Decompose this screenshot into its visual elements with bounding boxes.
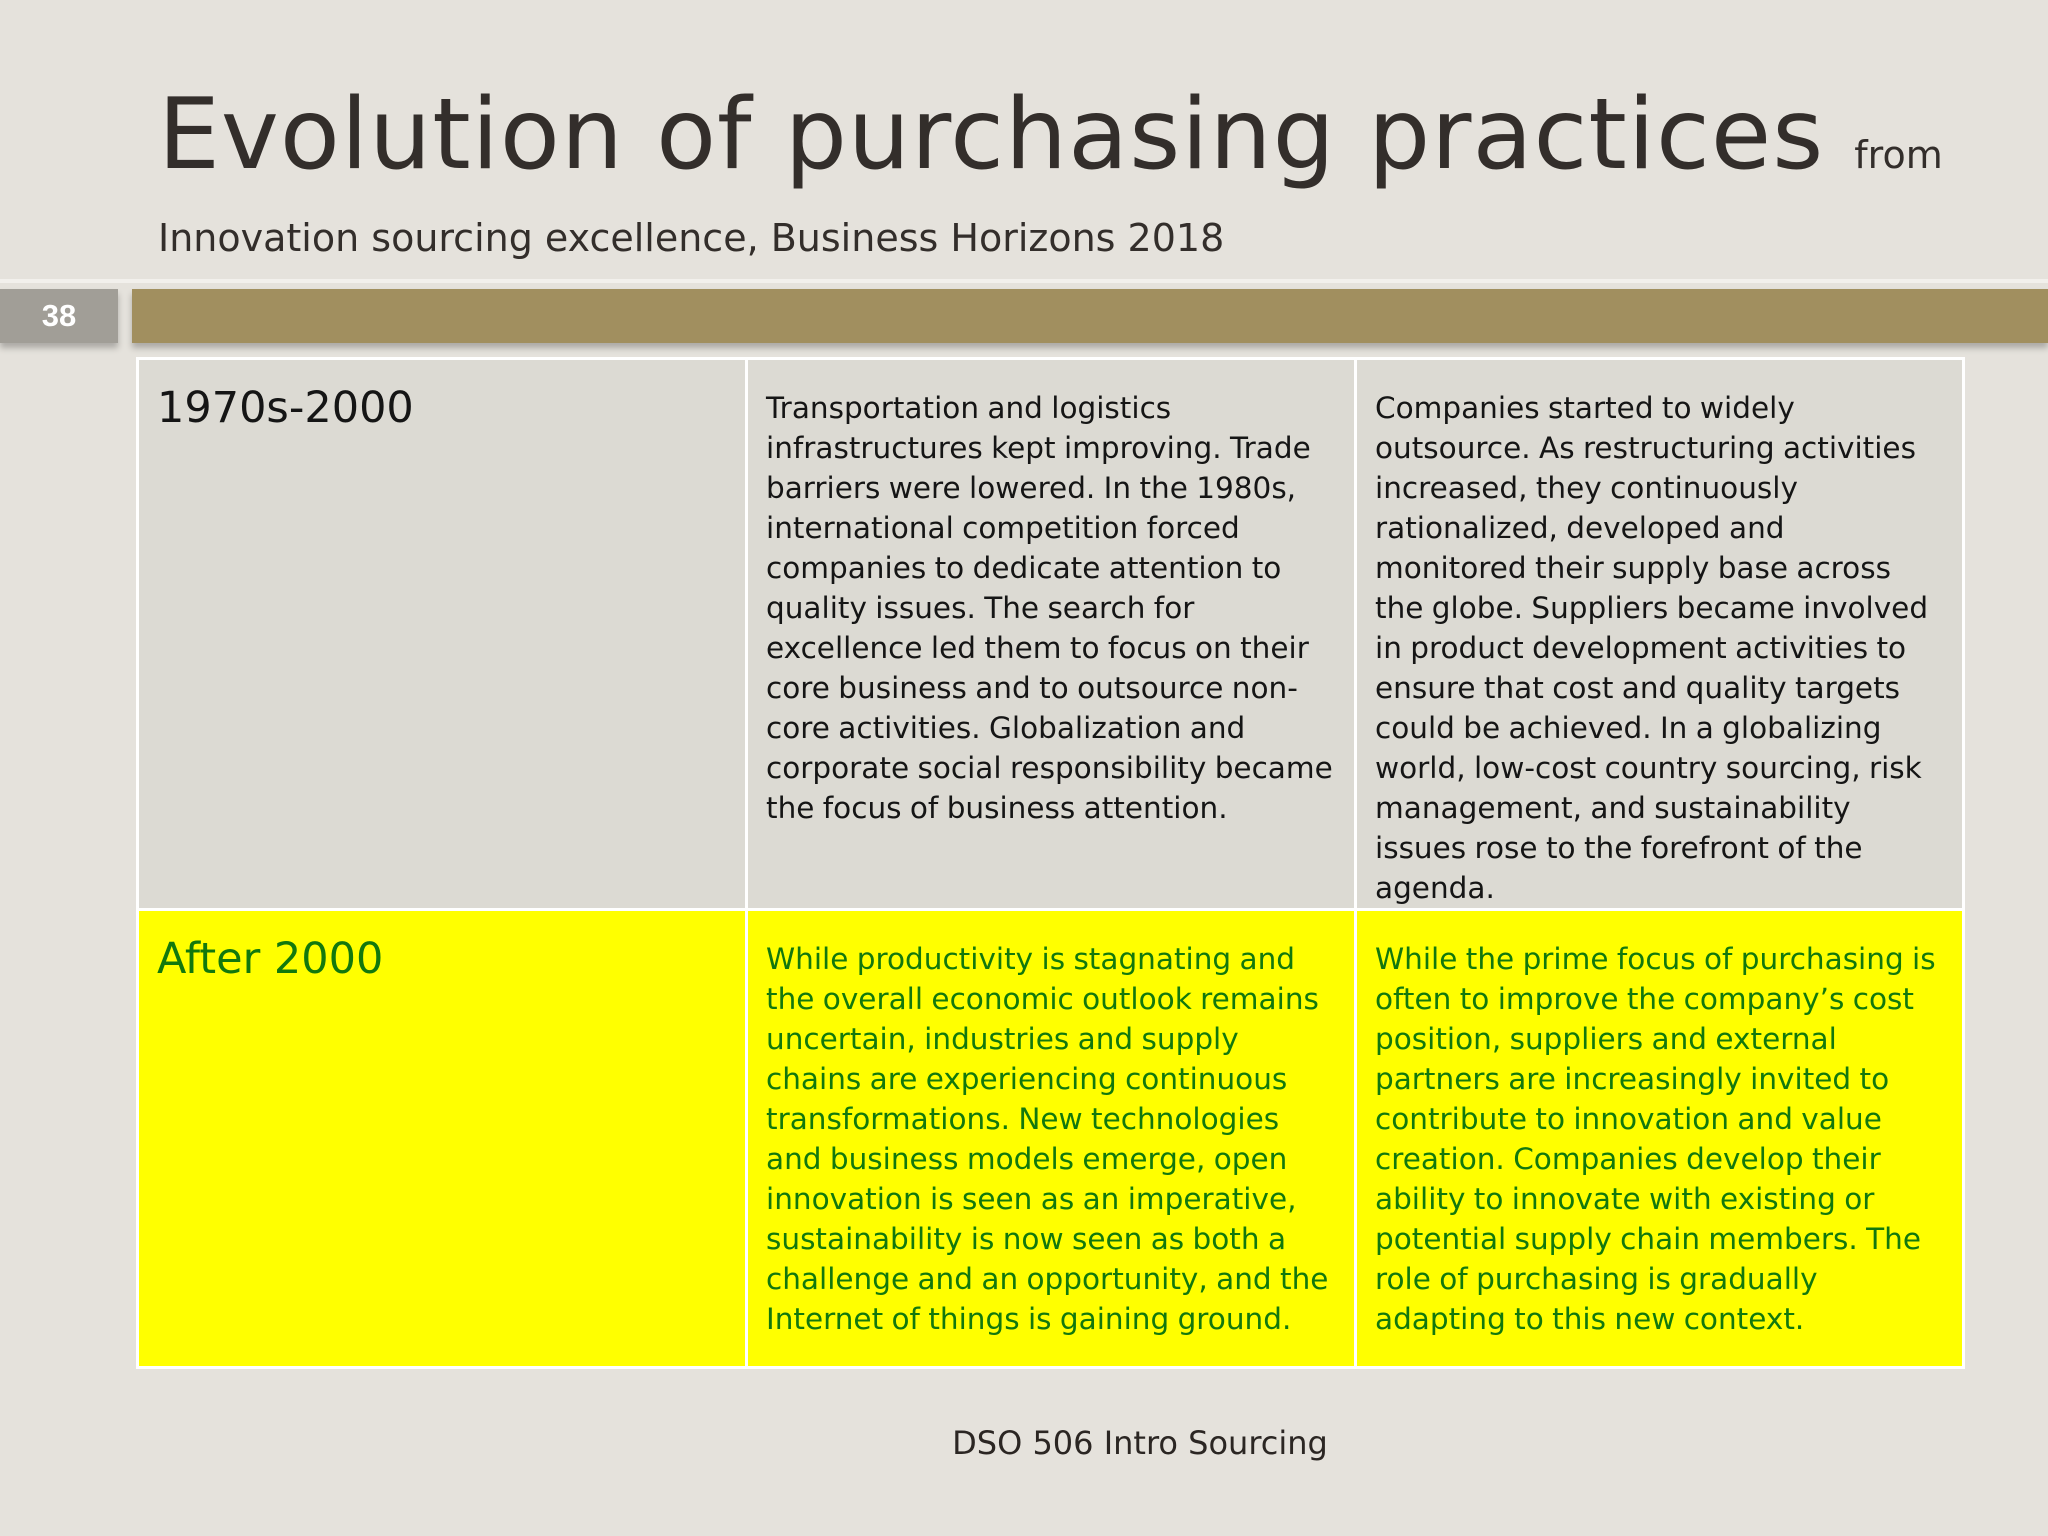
slide-title [158,78,1958,192]
header-accent-bar [132,289,2048,343]
period-label: 1970s-2000 [157,383,414,433]
slide-subtitle: Innovation sourcing excellence, Business Horizons 2018 [158,216,1225,260]
table-row [138,359,1964,910]
table-cell-description [1356,359,1964,910]
slide-title-main: Evolution of purchasing practices [158,78,1825,192]
period-description: While the prime focus of purchasing is often to improve the company’s cost position, suppliers and external partners are increasingly invited to contribute to innovation and value creation. Companies develop their ability to innovate with existing or potential supply chain members. The role of purchasing is gradually adapting to this new context. [1375,942,1936,1336]
slide-number: 38 [0,289,118,343]
table-cell-period [138,359,747,910]
table-cell-description [747,359,1356,910]
table-cell-description [1356,910,1964,1368]
period-label: After 2000 [157,934,384,984]
evolution-table [136,357,1965,1369]
table-row [138,910,1964,1368]
table-cell-description [747,910,1356,1368]
table-cell-period [138,910,747,1368]
header-divider-line [0,279,2048,283]
period-description: Companies started to widely outsource. As restructuring activities increased, they continuously rationalized, developed and monitored their supply base across the globe. Suppliers became involved in product development activities to ensure that cost and quality targets could be achieved. In a globalizing world, low-cost country sourcing, risk management, and sustainability issues rose to the forefront of the agenda. [1375,391,1929,905]
period-description: Transportation and logistics infrastructures kept improving. Trade barriers were lowered. In the 1980s, international competition forced companies to dedicate attention to quality issues. The search for excellence led them to focus on their core business and to outsource non-core activities. Globalization and corporate social responsibility became the focus of business attention. [766,391,1333,825]
slide-footer: DSO 506 Intro Sourcing [952,1424,1328,1462]
period-description: While productivity is stagnating and the overall economic outlook remains uncertain, industries and supply chains are experiencing continuous transformations. New technologies and business models emerge, open innovation is seen as an imperative, sustainability is now seen as both a challenge and an opportunity, and the Internet of things is gaining ground. [766,942,1329,1336]
slide-title-suffix: from [1854,133,1943,177]
